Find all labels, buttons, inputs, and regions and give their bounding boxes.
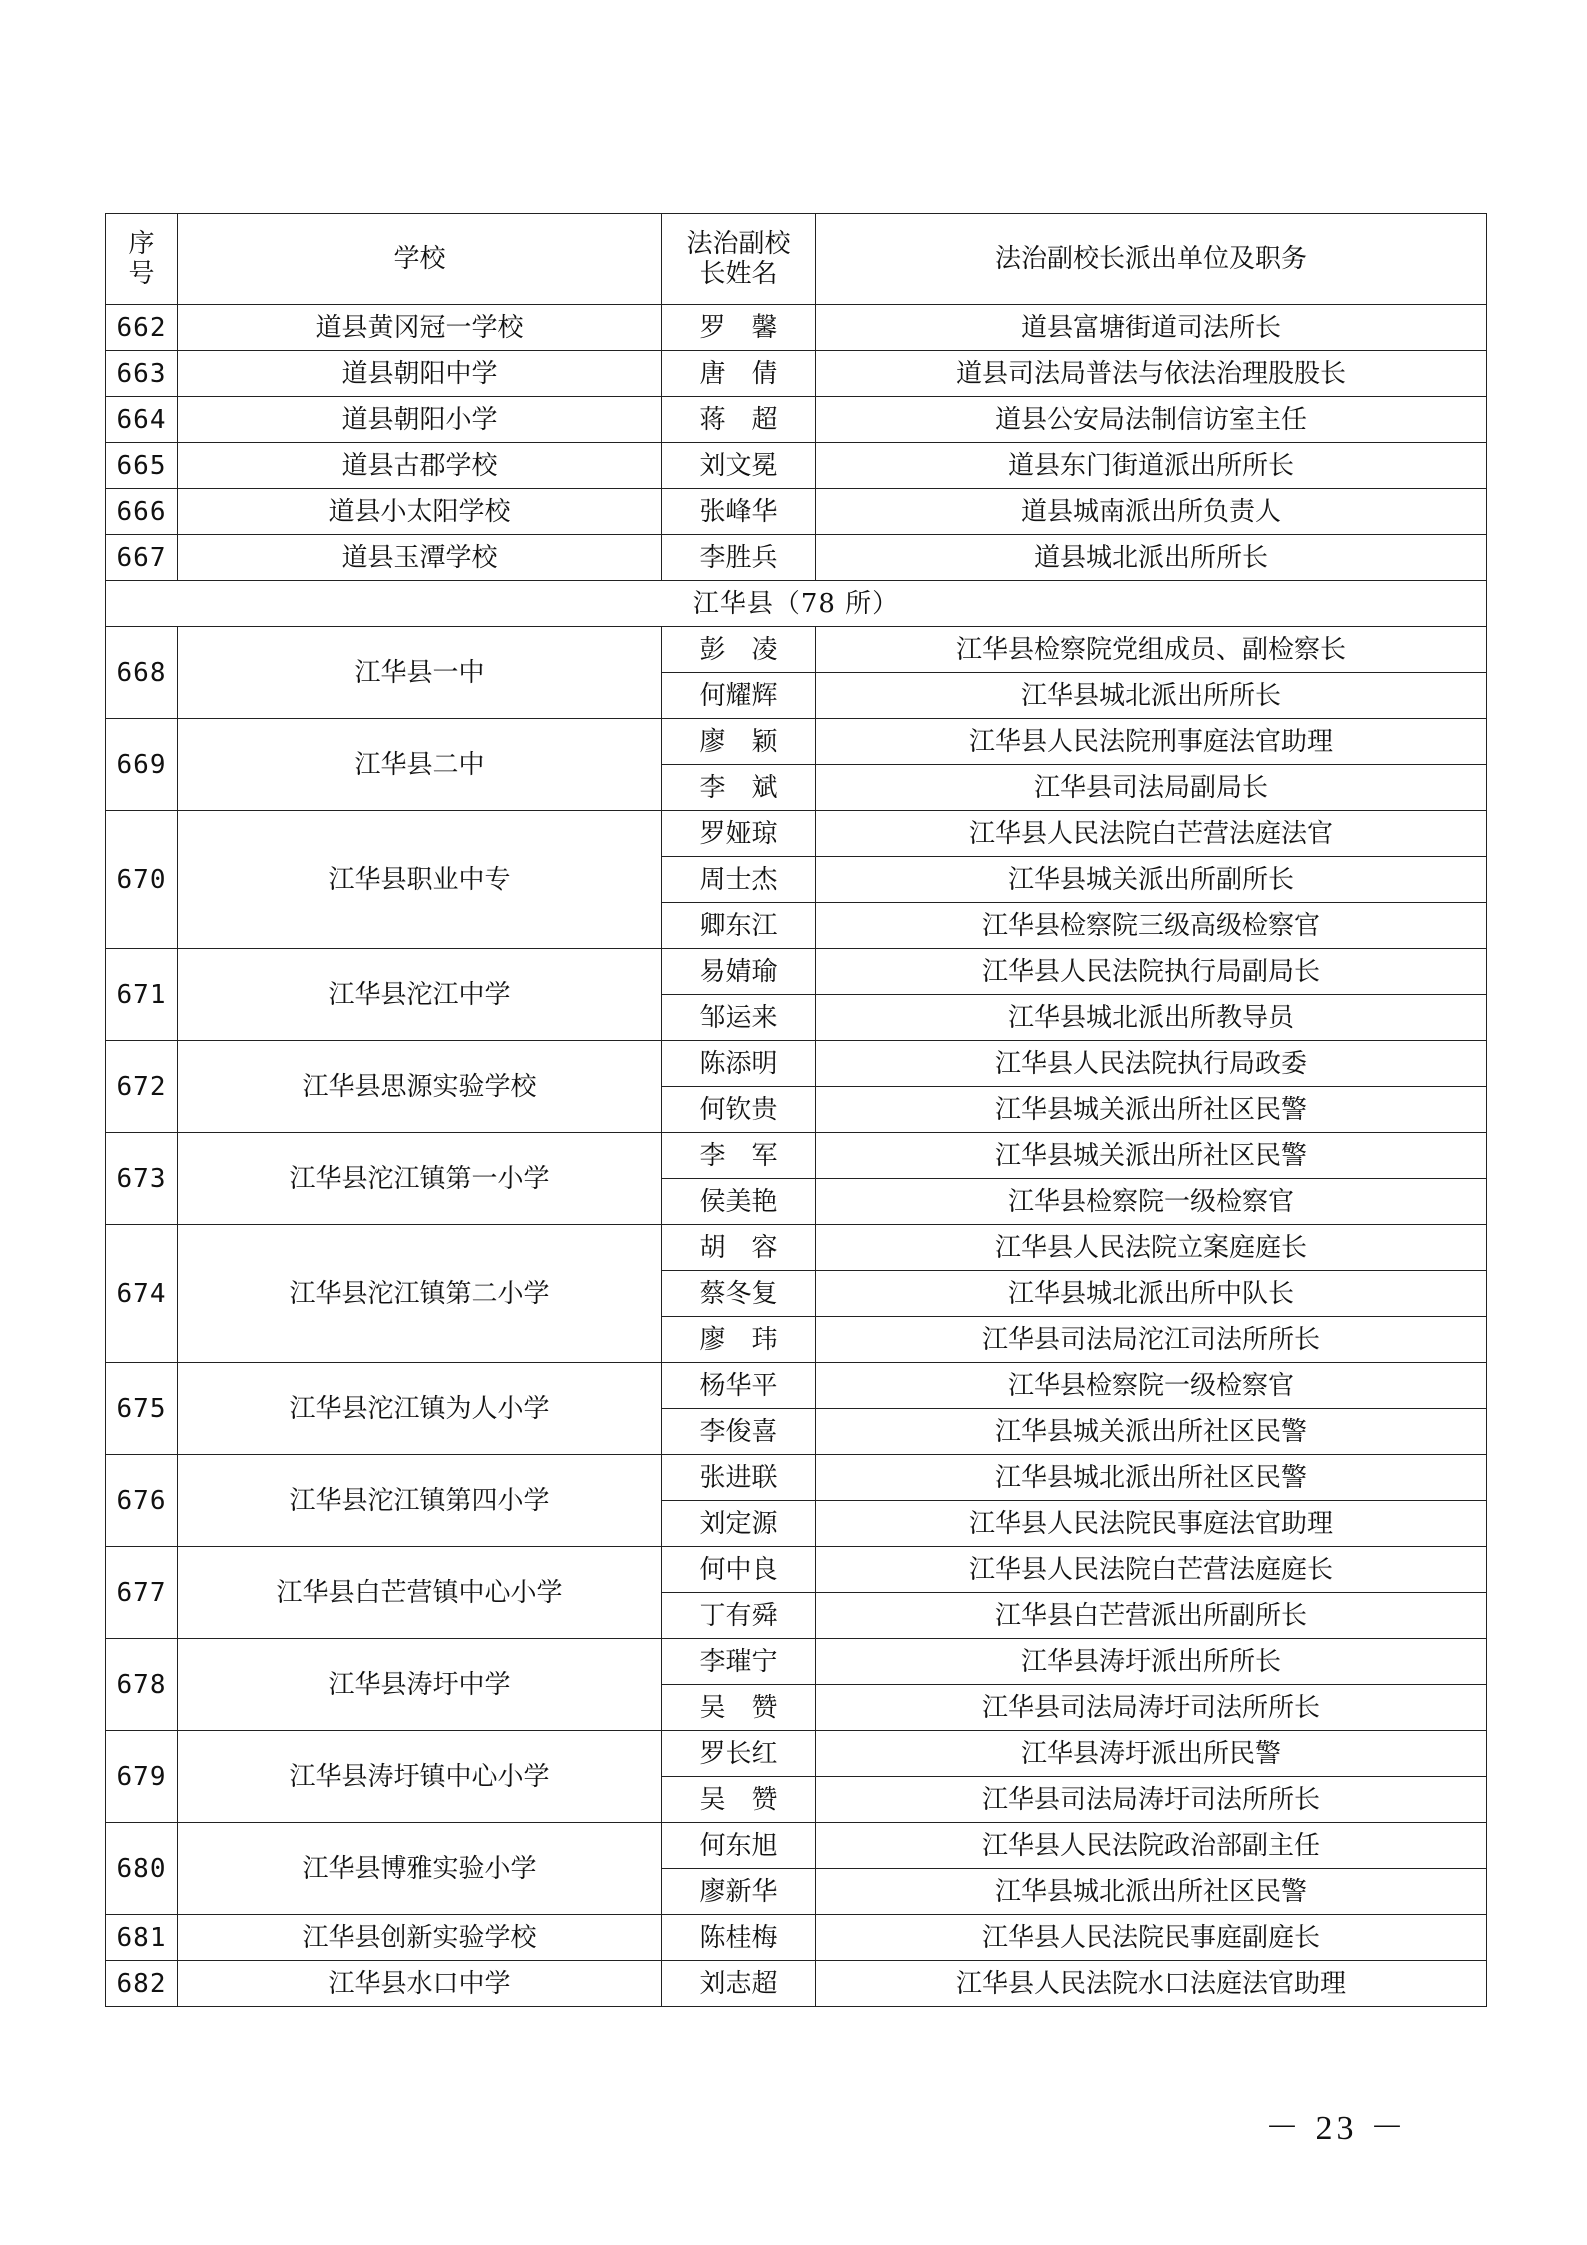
vice-principal-name-cell: 李 军 [662, 1133, 816, 1179]
dispatch-unit-cell: 江华县人民法院刑事庭法官助理 [816, 719, 1487, 765]
table-row [106, 1547, 1487, 1593]
table-row [106, 1363, 1487, 1409]
table-row [106, 535, 1487, 581]
table-row [106, 443, 1487, 489]
serial-number-cell: 664 [106, 397, 178, 443]
serial-number-cell: 680 [106, 1823, 178, 1915]
page-number: － 23 － [1265, 2110, 1408, 2147]
school-cell: 江华县一中 [178, 627, 662, 719]
table-row [106, 1823, 1487, 1869]
dispatch-unit-cell: 道县公安局法制信访室主任 [816, 397, 1487, 443]
dispatch-unit-cell: 江华县涛圩派出所所长 [816, 1639, 1487, 1685]
serial-number-cell: 662 [106, 305, 178, 351]
vice-principal-name-cell: 罗长红 [662, 1731, 816, 1777]
table-row [106, 1915, 1487, 1961]
serial-number-cell: 669 [106, 719, 178, 811]
table-header [106, 214, 1487, 305]
dispatch-unit-cell: 江华县人民法院民事庭副庭长 [816, 1915, 1487, 1961]
school-cell: 江华县沱江镇第二小学 [178, 1225, 662, 1363]
vice-principal-name-cell: 李俊喜 [662, 1409, 816, 1455]
dispatch-unit-cell: 江华县检察院党组成员、副检察长 [816, 627, 1487, 673]
school-cell: 道县黄冈冠一学校 [178, 305, 662, 351]
vice-principal-name-cell: 李胜兵 [662, 535, 816, 581]
vice-principal-name-cell: 陈添明 [662, 1041, 816, 1087]
dispatch-unit-cell: 江华县人民法院白芒营法庭法官 [816, 811, 1487, 857]
vice-principal-name-cell: 蔡冬复 [662, 1271, 816, 1317]
table-row [106, 1133, 1487, 1179]
vice-principal-name-cell: 易婧瑜 [662, 949, 816, 995]
dispatch-unit-cell: 道县司法局普法与依法治理股股长 [816, 351, 1487, 397]
vice-principal-name-cell: 罗 馨 [662, 305, 816, 351]
vice-principal-name-cell: 胡 容 [662, 1225, 816, 1271]
table-row [106, 305, 1487, 351]
table-row [106, 627, 1487, 673]
table-body [106, 305, 1487, 2007]
vice-principal-name-cell: 吴 赞 [662, 1685, 816, 1731]
vice-principal-name-cell: 廖新华 [662, 1869, 816, 1915]
dispatch-unit-cell: 江华县城北派出所中队长 [816, 1271, 1487, 1317]
dispatch-unit-cell: 江华县白芒营派出所副所长 [816, 1593, 1487, 1639]
dispatch-unit-cell: 江华县城北派出所所长 [816, 673, 1487, 719]
dispatch-unit-cell: 江华县人民法院水口法庭法官助理 [816, 1961, 1487, 2007]
header-vice-principal-name: 法治副校 长姓名 [662, 214, 816, 305]
serial-number-cell: 682 [106, 1961, 178, 2007]
school-cell: 江华县涛圩镇中心小学 [178, 1731, 662, 1823]
school-cell: 江华县水口中学 [178, 1961, 662, 2007]
serial-number-cell: 674 [106, 1225, 178, 1363]
serial-number-cell: 679 [106, 1731, 178, 1823]
dispatch-unit-cell: 江华县司法局涛圩司法所所长 [816, 1685, 1487, 1731]
dispatch-unit-cell: 江华县司法局副局长 [816, 765, 1487, 811]
dispatch-unit-cell: 江华县检察院一级检察官 [816, 1179, 1487, 1225]
dispatch-unit-cell: 江华县涛圩派出所民警 [816, 1731, 1487, 1777]
school-cell: 江华县白芒营镇中心小学 [178, 1547, 662, 1639]
school-cell: 江华县沱江镇为人小学 [178, 1363, 662, 1455]
school-cell: 江华县博雅实验小学 [178, 1823, 662, 1915]
table-row [106, 1041, 1487, 1087]
school-cell: 江华县沱江镇第一小学 [178, 1133, 662, 1225]
dispatch-unit-cell: 江华县检察院三级高级检察官 [816, 903, 1487, 949]
dispatch-unit-cell: 道县城北派出所所长 [816, 535, 1487, 581]
school-legal-vice-principal-table [105, 213, 1487, 2007]
serial-number-cell: 667 [106, 535, 178, 581]
vice-principal-name-cell: 张峰华 [662, 489, 816, 535]
header-dispatch-unit-and-position: 法治副校长派出单位及职务 [816, 214, 1487, 305]
serial-number-cell: 675 [106, 1363, 178, 1455]
vice-principal-name-cell: 何中良 [662, 1547, 816, 1593]
table-row [106, 489, 1487, 535]
dispatch-unit-cell: 江华县司法局沱江司法所所长 [816, 1317, 1487, 1363]
school-cell: 江华县职业中专 [178, 811, 662, 949]
dispatch-unit-cell: 江华县城北派出所社区民警 [816, 1455, 1487, 1501]
school-cell: 江华县沱江中学 [178, 949, 662, 1041]
dispatch-unit-cell: 江华县城关派出所社区民警 [816, 1133, 1487, 1179]
vice-principal-name-cell: 陈桂梅 [662, 1915, 816, 1961]
dispatch-unit-cell: 江华县城关派出所社区民警 [816, 1409, 1487, 1455]
serial-number-cell: 671 [106, 949, 178, 1041]
vice-principal-name-cell: 唐 倩 [662, 351, 816, 397]
county-section-heading: 江华县（78 所） [106, 581, 1487, 627]
vice-principal-name-cell: 刘文冕 [662, 443, 816, 489]
vice-principal-name-cell: 何钦贵 [662, 1087, 816, 1133]
dispatch-unit-cell: 江华县人民法院立案庭庭长 [816, 1225, 1487, 1271]
vice-principal-name-cell: 刘定源 [662, 1501, 816, 1547]
vice-principal-name-cell: 廖 颖 [662, 719, 816, 765]
dispatch-unit-cell: 道县富塘街道司法所长 [816, 305, 1487, 351]
vice-principal-name-cell: 侯美艳 [662, 1179, 816, 1225]
vice-principal-name-cell: 邹运来 [662, 995, 816, 1041]
dispatch-unit-cell: 江华县检察院一级检察官 [816, 1363, 1487, 1409]
school-cell: 道县玉潭学校 [178, 535, 662, 581]
dispatch-unit-cell: 江华县城关派出所副所长 [816, 857, 1487, 903]
dispatch-unit-cell: 江华县城北派出所教导员 [816, 995, 1487, 1041]
school-cell: 道县朝阳小学 [178, 397, 662, 443]
school-cell: 江华县沱江镇第四小学 [178, 1455, 662, 1547]
vice-principal-name-cell: 何耀辉 [662, 673, 816, 719]
vice-principal-name-cell: 李璀宁 [662, 1639, 816, 1685]
table-row [106, 1455, 1487, 1501]
dispatch-unit-cell: 江华县人民法院执行局副局长 [816, 949, 1487, 995]
dispatch-unit-cell: 江华县城北派出所社区民警 [816, 1869, 1487, 1915]
school-cell: 江华县创新实验学校 [178, 1915, 662, 1961]
vice-principal-name-cell: 彭 凌 [662, 627, 816, 673]
serial-number-cell: 670 [106, 811, 178, 949]
serial-number-cell: 676 [106, 1455, 178, 1547]
vice-principal-name-cell: 刘志超 [662, 1961, 816, 2007]
vice-principal-name-cell: 何东旭 [662, 1823, 816, 1869]
vice-principal-name-cell: 丁有舜 [662, 1593, 816, 1639]
dispatch-unit-cell: 道县东门街道派出所所长 [816, 443, 1487, 489]
header-serial-number: 序 号 [106, 214, 178, 305]
school-cell: 道县古郡学校 [178, 443, 662, 489]
table-row [106, 811, 1487, 857]
vice-principal-name-cell: 卿东江 [662, 903, 816, 949]
vice-principal-name-cell: 罗娅琼 [662, 811, 816, 857]
serial-number-cell: 678 [106, 1639, 178, 1731]
serial-number-cell: 677 [106, 1547, 178, 1639]
serial-number-cell: 668 [106, 627, 178, 719]
serial-number-cell: 672 [106, 1041, 178, 1133]
vice-principal-name-cell: 张进联 [662, 1455, 816, 1501]
dispatch-unit-cell: 道县城南派出所负责人 [816, 489, 1487, 535]
dispatch-unit-cell: 江华县司法局涛圩司法所所长 [816, 1777, 1487, 1823]
vice-principal-name-cell: 李 斌 [662, 765, 816, 811]
school-cell: 江华县二中 [178, 719, 662, 811]
vice-principal-name-cell: 廖 玮 [662, 1317, 816, 1363]
serial-number-cell: 681 [106, 1915, 178, 1961]
vice-principal-name-cell: 周士杰 [662, 857, 816, 903]
table-row [106, 1961, 1487, 2007]
school-cell: 江华县思源实验学校 [178, 1041, 662, 1133]
table-row [106, 351, 1487, 397]
table-row [106, 1731, 1487, 1777]
vice-principal-name-cell: 吴 赞 [662, 1777, 816, 1823]
dispatch-unit-cell: 江华县人民法院民事庭法官助理 [816, 1501, 1487, 1547]
dispatch-unit-cell: 江华县人民法院执行局政委 [816, 1041, 1487, 1087]
serial-number-cell: 665 [106, 443, 178, 489]
table-row [106, 949, 1487, 995]
serial-number-cell: 666 [106, 489, 178, 535]
dispatch-unit-cell: 江华县人民法院白芒营法庭庭长 [816, 1547, 1487, 1593]
dispatch-unit-cell: 江华县人民法院政治部副主任 [816, 1823, 1487, 1869]
header-school: 学校 [178, 214, 662, 305]
vice-principal-name-cell: 杨华平 [662, 1363, 816, 1409]
dispatch-unit-cell: 江华县城关派出所社区民警 [816, 1087, 1487, 1133]
serial-number-cell: 663 [106, 351, 178, 397]
section-row [106, 581, 1487, 627]
school-cell: 江华县涛圩中学 [178, 1639, 662, 1731]
table-row [106, 397, 1487, 443]
vice-principal-name-cell: 蒋 超 [662, 397, 816, 443]
table-row [106, 1639, 1487, 1685]
table-row [106, 1225, 1487, 1271]
table-row [106, 719, 1487, 765]
serial-number-cell: 673 [106, 1133, 178, 1225]
school-cell: 道县朝阳中学 [178, 351, 662, 397]
school-cell: 道县小太阳学校 [178, 489, 662, 535]
